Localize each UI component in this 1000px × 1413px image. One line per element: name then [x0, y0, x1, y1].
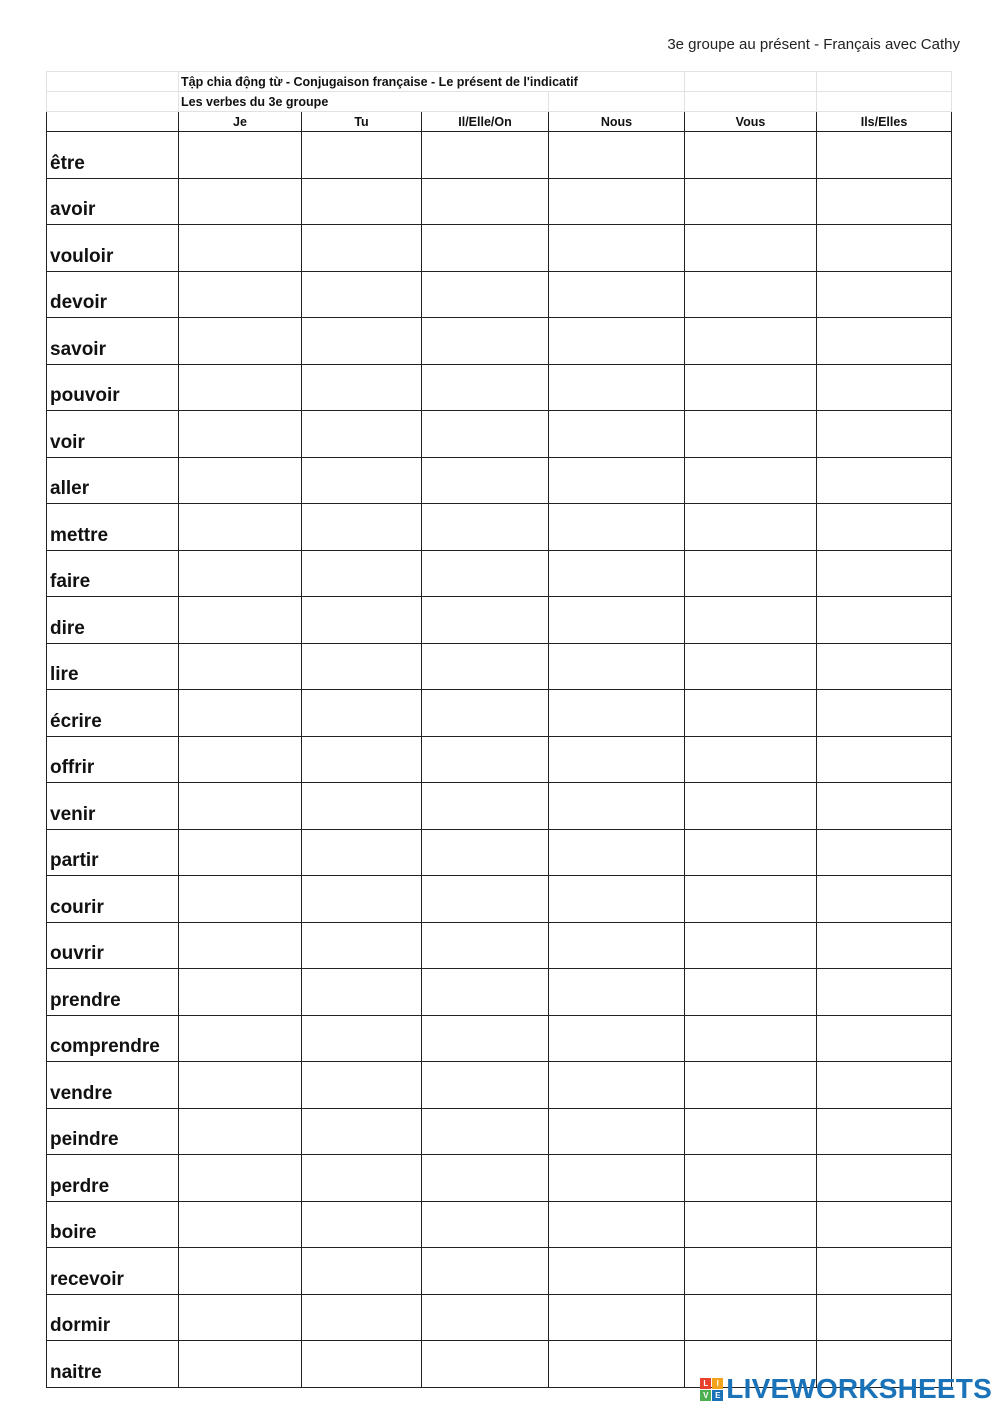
column-header: Je [179, 112, 302, 132]
answer-cell[interactable] [685, 457, 817, 504]
answer-cell[interactable] [302, 1201, 422, 1248]
answer-cell[interactable] [179, 1155, 302, 1202]
logo-text: LIVEWORKSHEETS [726, 1373, 992, 1404]
answer-cell[interactable] [549, 457, 685, 504]
answer-cell[interactable] [302, 1294, 422, 1341]
answer-cell[interactable] [549, 1341, 685, 1388]
logo-tile: V [700, 1390, 711, 1401]
answer-cell[interactable] [685, 969, 817, 1016]
answer-cell[interactable] [422, 1108, 549, 1155]
answer-cell[interactable] [422, 1294, 549, 1341]
answer-cell[interactable] [302, 1248, 422, 1295]
verb-label: savoir [47, 318, 179, 365]
answer-cell[interactable] [549, 178, 685, 225]
answer-cell[interactable] [549, 1015, 685, 1062]
worksheet-subtitle: Les verbes du 3e groupe [179, 92, 549, 112]
answer-cell[interactable] [422, 783, 549, 830]
answer-cell[interactable] [817, 318, 952, 365]
verb-label: venir [47, 783, 179, 830]
answer-cell[interactable] [302, 178, 422, 225]
verb-row [47, 457, 952, 504]
answer-cell[interactable] [179, 1015, 302, 1062]
verb-row [47, 225, 952, 272]
title-row-1 [47, 72, 952, 92]
answer-cell[interactable] [685, 504, 817, 551]
answer-cell[interactable] [422, 1248, 549, 1295]
verb-row [47, 876, 952, 923]
answer-cell[interactable] [302, 504, 422, 551]
answer-cell[interactable] [179, 1062, 302, 1109]
answer-cell[interactable] [302, 1341, 422, 1388]
answer-cell[interactable] [179, 783, 302, 830]
verb-row [47, 736, 952, 783]
answer-cell[interactable] [422, 504, 549, 551]
verb-label: boire [47, 1201, 179, 1248]
liveworksheets-logo [700, 1373, 992, 1405]
answer-cell[interactable] [179, 271, 302, 318]
answer-cell[interactable] [685, 690, 817, 737]
answer-cell[interactable] [179, 1341, 302, 1388]
verb-label: vendre [47, 1062, 179, 1109]
answer-cell[interactable] [549, 1201, 685, 1248]
verb-row [47, 318, 952, 365]
answer-cell[interactable] [179, 643, 302, 690]
verb-label: offrir [47, 736, 179, 783]
column-header: Tu [302, 112, 422, 132]
answer-cell[interactable] [179, 1294, 302, 1341]
answer-cell[interactable] [302, 271, 422, 318]
verb-label: dormir [47, 1294, 179, 1341]
verb-row [47, 364, 952, 411]
answer-cell[interactable] [422, 597, 549, 644]
answer-cell[interactable] [549, 922, 685, 969]
answer-cell[interactable] [179, 132, 302, 179]
answer-cell[interactable] [422, 550, 549, 597]
answer-cell[interactable] [817, 178, 952, 225]
answer-cell[interactable] [422, 1015, 549, 1062]
answer-cell[interactable] [817, 1155, 952, 1202]
verb-label: ouvrir [47, 922, 179, 969]
verb-row [47, 271, 952, 318]
answer-cell[interactable] [549, 969, 685, 1016]
answer-cell[interactable] [685, 225, 817, 272]
answer-cell[interactable] [817, 876, 952, 923]
answer-cell[interactable] [685, 411, 817, 458]
answer-cell[interactable] [549, 736, 685, 783]
answer-cell[interactable] [685, 364, 817, 411]
answer-cell[interactable] [549, 1294, 685, 1341]
answer-cell[interactable] [179, 364, 302, 411]
answer-cell[interactable] [302, 457, 422, 504]
verb-label: dire [47, 597, 179, 644]
answer-cell[interactable] [302, 597, 422, 644]
answer-cell[interactable] [422, 364, 549, 411]
answer-cell[interactable] [685, 271, 817, 318]
answer-cell[interactable] [302, 225, 422, 272]
answer-cell[interactable] [817, 132, 952, 179]
answer-cell[interactable] [685, 550, 817, 597]
answer-cell[interactable] [685, 1248, 817, 1295]
worksheet-title: Tập chia động từ - Conjugaison française - Le présent de l'indicatif [179, 72, 685, 92]
answer-cell[interactable] [422, 829, 549, 876]
verb-row [47, 550, 952, 597]
answer-cell[interactable] [302, 411, 422, 458]
column-header-row [47, 112, 952, 132]
answer-cell[interactable] [549, 690, 685, 737]
answer-cell[interactable] [549, 225, 685, 272]
answer-cell[interactable] [685, 783, 817, 830]
answer-cell[interactable] [422, 271, 549, 318]
verb-row [47, 969, 952, 1016]
answer-cell[interactable] [179, 829, 302, 876]
answer-cell[interactable] [685, 1294, 817, 1341]
answer-cell[interactable] [549, 597, 685, 644]
column-header: Ils/Elles [817, 112, 952, 132]
verb-label: recevoir [47, 1248, 179, 1295]
answer-cell[interactable] [817, 1015, 952, 1062]
verb-row [47, 829, 952, 876]
answer-cell[interactable] [817, 411, 952, 458]
verb-row [47, 1294, 952, 1341]
verb-row [47, 1248, 952, 1295]
answer-cell[interactable] [549, 1062, 685, 1109]
answer-cell[interactable] [817, 736, 952, 783]
answer-cell[interactable] [302, 876, 422, 923]
verb-label: mettre [47, 504, 179, 551]
verb-label: être [47, 132, 179, 179]
answer-cell[interactable] [179, 318, 302, 365]
answer-cell[interactable] [549, 271, 685, 318]
answer-cell[interactable] [685, 643, 817, 690]
answer-cell[interactable] [422, 1341, 549, 1388]
answer-cell[interactable] [302, 132, 422, 179]
verb-label: faire [47, 550, 179, 597]
answer-cell[interactable] [179, 1248, 302, 1295]
answer-cell[interactable] [422, 690, 549, 737]
document-header: 3e groupe au présent - Français avec Cathy [667, 36, 960, 53]
column-header: Vous [685, 112, 817, 132]
answer-cell[interactable] [817, 504, 952, 551]
answer-cell[interactable] [817, 969, 952, 1016]
verb-row [47, 178, 952, 225]
answer-cell[interactable] [549, 318, 685, 365]
answer-cell[interactable] [302, 1108, 422, 1155]
answer-cell[interactable] [817, 922, 952, 969]
verb-label: lire [47, 643, 179, 690]
verb-label: écrire [47, 690, 179, 737]
answer-cell[interactable] [685, 829, 817, 876]
logo-tile: E [712, 1390, 723, 1401]
title-row-2 [47, 92, 952, 112]
answer-cell[interactable] [817, 829, 952, 876]
answer-cell[interactable] [685, 876, 817, 923]
answer-cell[interactable] [685, 1108, 817, 1155]
answer-cell[interactable] [302, 783, 422, 830]
verb-label: avoir [47, 178, 179, 225]
answer-cell[interactable] [549, 364, 685, 411]
verb-label: courir [47, 876, 179, 923]
answer-cell[interactable] [685, 318, 817, 365]
table-body [47, 72, 952, 1388]
answer-cell[interactable] [685, 1015, 817, 1062]
answer-cell[interactable] [817, 597, 952, 644]
logo-tile: L [700, 1378, 711, 1389]
answer-cell[interactable] [179, 225, 302, 272]
answer-cell[interactable] [817, 1248, 952, 1295]
verb-row [47, 132, 952, 179]
answer-cell[interactable] [179, 969, 302, 1016]
answer-cell[interactable] [179, 504, 302, 551]
answer-cell[interactable] [422, 132, 549, 179]
verb-label: aller [47, 457, 179, 504]
verb-label: perdre [47, 1155, 179, 1202]
verb-row [47, 1201, 952, 1248]
answer-cell[interactable] [817, 1108, 952, 1155]
answer-cell[interactable] [817, 783, 952, 830]
answer-cell[interactable] [179, 457, 302, 504]
answer-cell[interactable] [817, 690, 952, 737]
logo-tile: I [712, 1378, 723, 1389]
conjugation-table [46, 71, 952, 1388]
answer-cell[interactable] [817, 364, 952, 411]
answer-cell[interactable] [179, 690, 302, 737]
answer-cell[interactable] [549, 643, 685, 690]
answer-cell[interactable] [422, 1062, 549, 1109]
answer-cell[interactable] [422, 876, 549, 923]
verb-row [47, 1108, 952, 1155]
answer-cell[interactable] [422, 969, 549, 1016]
answer-cell[interactable] [179, 597, 302, 644]
answer-cell[interactable] [422, 411, 549, 458]
answer-cell[interactable] [302, 643, 422, 690]
answer-cell[interactable] [549, 829, 685, 876]
answer-cell[interactable] [302, 550, 422, 597]
answer-cell[interactable] [422, 1201, 549, 1248]
answer-cell[interactable] [422, 178, 549, 225]
answer-cell[interactable] [302, 364, 422, 411]
verb-label: comprendre [47, 1015, 179, 1062]
answer-cell[interactable] [817, 271, 952, 318]
answer-cell[interactable] [302, 829, 422, 876]
answer-cell[interactable] [685, 132, 817, 179]
answer-cell[interactable] [549, 1248, 685, 1295]
answer-cell[interactable] [422, 225, 549, 272]
answer-cell[interactable] [549, 504, 685, 551]
verb-row [47, 690, 952, 737]
verb-label: voir [47, 411, 179, 458]
verb-label: devoir [47, 271, 179, 318]
answer-cell[interactable] [179, 736, 302, 783]
answer-cell[interactable] [302, 736, 422, 783]
answer-cell[interactable] [685, 736, 817, 783]
answer-cell[interactable] [549, 876, 685, 923]
answer-cell[interactable] [302, 1155, 422, 1202]
answer-cell[interactable] [817, 1201, 952, 1248]
answer-cell[interactable] [302, 318, 422, 365]
answer-cell[interactable] [302, 922, 422, 969]
verb-row [47, 643, 952, 690]
verb-row [47, 783, 952, 830]
answer-cell[interactable] [302, 1015, 422, 1062]
column-header: Il/Elle/On [422, 112, 549, 132]
answer-cell[interactable] [422, 457, 549, 504]
answer-cell[interactable] [179, 876, 302, 923]
answer-cell[interactable] [685, 597, 817, 644]
answer-cell[interactable] [549, 132, 685, 179]
answer-cell[interactable] [817, 225, 952, 272]
answer-cell[interactable] [549, 550, 685, 597]
answer-cell[interactable] [685, 1201, 817, 1248]
logo-icon [700, 1378, 723, 1401]
answer-cell[interactable] [422, 318, 549, 365]
answer-cell[interactable] [179, 922, 302, 969]
verb-label: pouvoir [47, 364, 179, 411]
verb-row [47, 922, 952, 969]
answer-cell[interactable] [817, 1294, 952, 1341]
answer-cell[interactable] [549, 1155, 685, 1202]
answer-cell[interactable] [817, 1062, 952, 1109]
answer-cell[interactable] [302, 969, 422, 1016]
verb-row [47, 1015, 952, 1062]
answer-cell[interactable] [179, 1108, 302, 1155]
answer-cell[interactable] [422, 1155, 549, 1202]
verb-label: vouloir [47, 225, 179, 272]
answer-cell[interactable] [549, 411, 685, 458]
answer-cell[interactable] [422, 643, 549, 690]
column-header: Nous [549, 112, 685, 132]
verb-row [47, 411, 952, 458]
answer-cell[interactable] [422, 736, 549, 783]
verb-label: peindre [47, 1108, 179, 1155]
answer-cell[interactable] [685, 1155, 817, 1202]
answer-cell[interactable] [302, 1062, 422, 1109]
verb-row [47, 597, 952, 644]
verb-label: naitre [47, 1341, 179, 1388]
answer-cell[interactable] [817, 643, 952, 690]
answer-cell[interactable] [179, 550, 302, 597]
verb-row [47, 1062, 952, 1109]
answer-cell[interactable] [549, 783, 685, 830]
answer-cell[interactable] [179, 178, 302, 225]
verb-label: prendre [47, 969, 179, 1016]
verb-label: partir [47, 829, 179, 876]
verb-row [47, 1155, 952, 1202]
answer-cell[interactable] [302, 690, 422, 737]
answer-cell[interactable] [685, 922, 817, 969]
answer-cell[interactable] [685, 178, 817, 225]
answer-cell[interactable] [817, 457, 952, 504]
column-header-blank [47, 112, 179, 132]
verb-row [47, 504, 952, 551]
answer-cell[interactable] [549, 1108, 685, 1155]
answer-cell[interactable] [685, 1062, 817, 1109]
answer-cell[interactable] [422, 922, 549, 969]
answer-cell[interactable] [179, 411, 302, 458]
answer-cell[interactable] [179, 1201, 302, 1248]
answer-cell[interactable] [817, 550, 952, 597]
